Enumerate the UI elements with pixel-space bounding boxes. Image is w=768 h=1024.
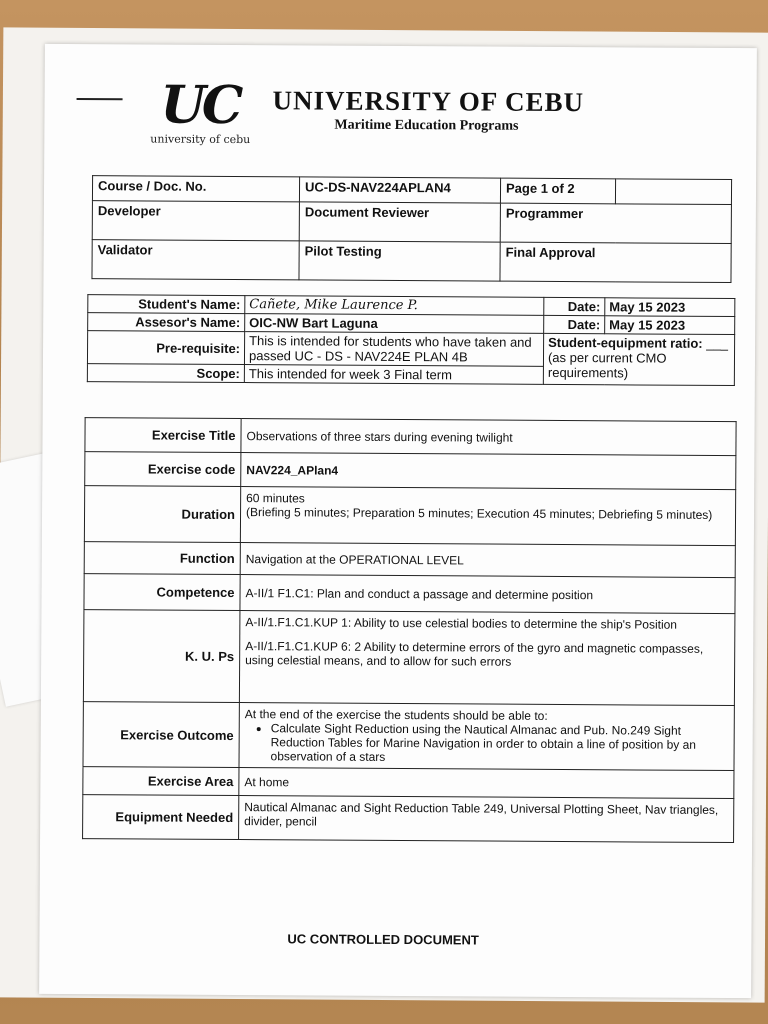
student-name-value: Cañete, Mike Laurence P. [245, 296, 544, 316]
duration-value: 60 minutes [246, 491, 305, 506]
ratio-value: ___ (as per current CMO requirements) [547, 335, 729, 381]
developer-label: Developer [92, 201, 299, 241]
exercise-title-value: Observations of three stars during evening twilight [241, 419, 736, 456]
duration-cell [240, 487, 735, 546]
exercise-title-label: Exercise Title [85, 418, 241, 453]
date-value: May 15 2023 [605, 298, 735, 317]
course-value: UC-DS-NAV224APLAN4 [299, 177, 500, 203]
competence-label: Competence [84, 574, 240, 611]
function-value: Navigation at the OPERATIONAL LEVEL [240, 543, 735, 578]
exercise-table [82, 417, 737, 843]
ratio-cell [543, 333, 734, 385]
kup-item-2: A-II/1.F1.C1.KUP 6: 2 Ability to determine errors of the gyro and magnetic compasses, using celestial means, and to allow for such errors [245, 639, 704, 669]
assessor-value: OIC-NW Bart Laguna [245, 314, 544, 334]
document-page [39, 44, 757, 998]
kup-cell [239, 611, 735, 706]
approval-label: Final Approval [500, 242, 731, 282]
document-control-table [91, 175, 732, 283]
controlled-document-label: UC CONTROLLED DOCUMENT [287, 931, 479, 948]
blank-cell [615, 179, 731, 205]
exercise-code-value: NAV224_APlan4 [241, 453, 736, 490]
program-name: Maritime Education Programs [334, 117, 519, 134]
reviewer-label: Document Reviewer [299, 202, 500, 242]
scope-label: Scope: [87, 364, 244, 383]
outcome-intro: At the end of the exercise the students should be able to: [244, 707, 548, 723]
competence-value: A-II/1 F1.C1: Plan and conduct a passage and determine position [240, 575, 735, 614]
kup-label: K. U. Ps [83, 610, 240, 703]
uc-logo [148, 74, 288, 155]
equipment-label: Equipment Needed [83, 795, 239, 840]
page-number: Page 1 of 2 [500, 178, 615, 204]
validator-label: Validator [92, 240, 299, 280]
logo-subtitle: university of cebu [150, 132, 251, 147]
prereq-value: This is intended for students who have taken and passed UC - DS - NAV224E PLAN 4B [244, 332, 543, 367]
date-label-2: Date: [544, 315, 605, 333]
ratio-label: Student-equipment ratio: [548, 334, 703, 351]
area-label: Exercise Area [83, 767, 239, 796]
equipment-value: Nautical Almanac and Sight Reduction Table 249, Universal Plotting Sheet, Nav triangles, divider, pencil [239, 796, 734, 843]
programmer-label: Programmer [500, 203, 731, 243]
student-info-table [87, 294, 736, 386]
date-value-2: May 15 2023 [605, 316, 735, 335]
duration-detail: (Briefing 5 minutes; Preparation 5 minutes; Execution 45 minutes; Debriefing 5 minutes) [246, 505, 713, 522]
outcome-list [245, 721, 729, 766]
prereq-label: Pre-requisite: [87, 331, 244, 365]
duration-label: Duration [84, 486, 240, 543]
course-label: Course / Doc. No. [92, 176, 299, 202]
outcome-cell [239, 703, 734, 771]
outcome-label: Exercise Outcome [83, 702, 239, 768]
date-label: Date: [544, 297, 605, 315]
scope-value: This intended for week 3 Final term [244, 365, 543, 385]
pilot-label: Pilot Testing [299, 241, 500, 281]
student-name-label: Student's Name: [88, 295, 245, 314]
outcome-item: • Calculate Sight Reduction using the Nautical Almanac and Pub. No.249 Sight Reduction Tables for Marine Navigation in order to obtain a line of position by an observation of a stars [271, 721, 729, 766]
logo-mark: UC [160, 74, 240, 137]
exercise-code-label: Exercise code [85, 452, 241, 487]
pen-mark [77, 98, 123, 100]
function-label: Function [84, 542, 240, 575]
kup-item-1: A-II/1.F1.C1.KUP 1: Ability to use celestial bodies to determine the ship's Position [245, 615, 678, 632]
area-value: At home [239, 768, 734, 799]
assessor-label: Assesor's Name: [88, 313, 245, 332]
university-name: UNIVERSITY OF CEBU [272, 85, 585, 118]
